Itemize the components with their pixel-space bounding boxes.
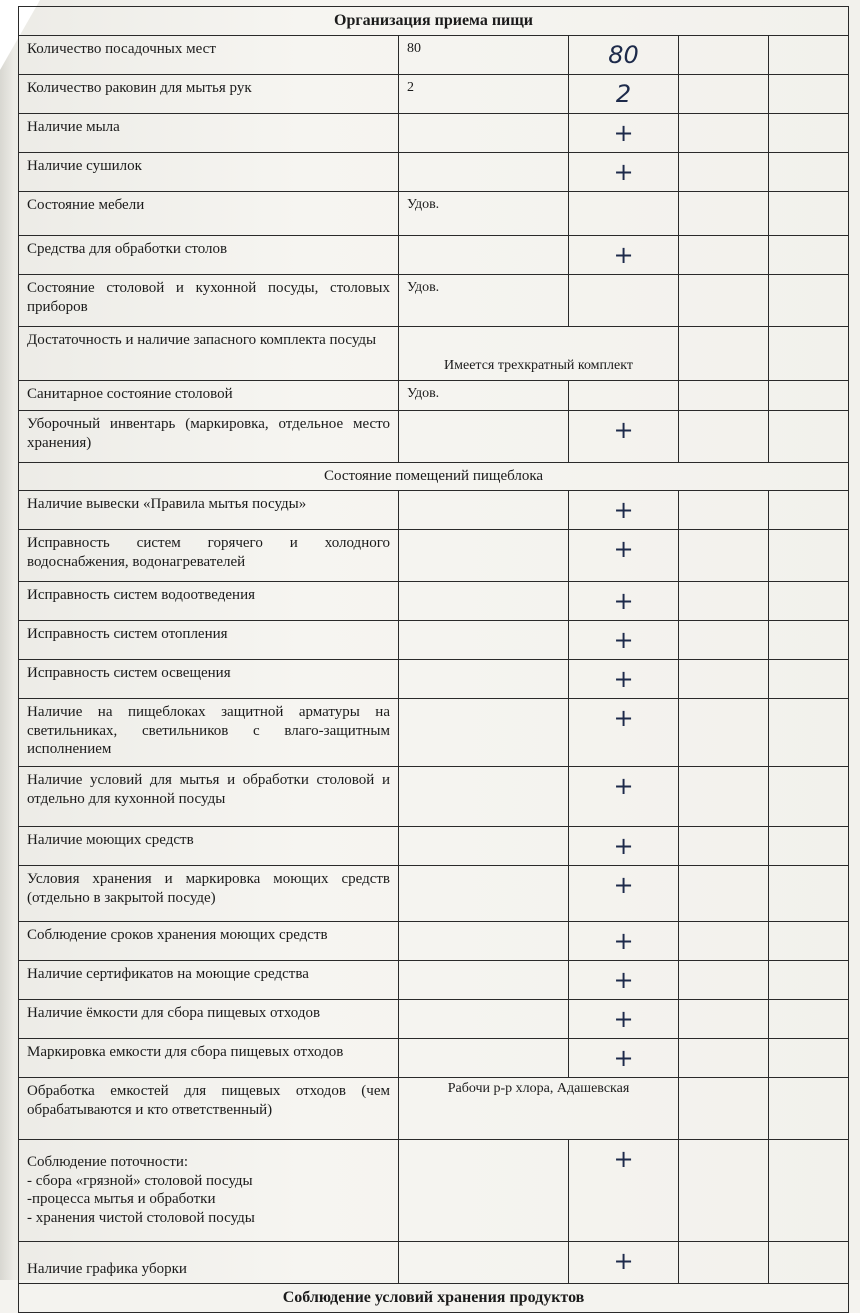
value-cell: Удов. bbox=[399, 381, 569, 411]
value-cell: 80 bbox=[399, 36, 569, 75]
empty-cell bbox=[679, 275, 769, 327]
empty-cell bbox=[769, 1038, 849, 1077]
table-row bbox=[19, 865, 849, 921]
value-cell: Удов. bbox=[399, 275, 569, 327]
handwritten-mark: + bbox=[569, 1038, 679, 1077]
empty-cell bbox=[679, 698, 769, 766]
table-row bbox=[19, 620, 849, 659]
empty-cell bbox=[399, 698, 569, 766]
handwritten-mark: + bbox=[569, 921, 679, 960]
table-row bbox=[19, 698, 849, 766]
question-cell: Исправность систем горячего и холодного водоснабжения, водонагревателей bbox=[19, 529, 399, 581]
empty-cell bbox=[679, 999, 769, 1038]
empty-cell bbox=[769, 275, 849, 327]
empty-cell bbox=[399, 766, 569, 826]
empty-cell bbox=[769, 865, 849, 921]
empty-cell bbox=[679, 826, 769, 865]
empty-cell bbox=[399, 581, 569, 620]
empty-cell bbox=[769, 581, 849, 620]
question-cell: Состояние столовой и кухонной посуды, столовых приборов bbox=[19, 275, 399, 327]
handwritten-mark: + bbox=[569, 581, 679, 620]
question-cell: Наличие моющих средств bbox=[19, 826, 399, 865]
empty-cell bbox=[399, 490, 569, 529]
section-title-kitchen: Состояние помещений пищеблока bbox=[19, 463, 849, 491]
header-row bbox=[19, 7, 849, 36]
question-cell: Уборочный инвентарь (маркировка, отдельное место хранения) bbox=[19, 411, 399, 463]
empty-cell bbox=[679, 865, 769, 921]
empty-cell bbox=[679, 766, 769, 826]
handwritten-mark: + bbox=[569, 698, 679, 766]
handwritten-mark bbox=[569, 192, 679, 236]
empty-cell bbox=[769, 75, 849, 114]
handwritten-mark: + bbox=[569, 236, 679, 275]
empty-cell bbox=[679, 960, 769, 999]
table-row bbox=[19, 192, 849, 236]
table-row bbox=[19, 529, 849, 581]
handwritten-mark: 2 bbox=[569, 75, 679, 114]
question-cell: Наличие на пищеблоках защитной арматуры на светильниках, светильников с влаго-защитным исполнением bbox=[19, 698, 399, 766]
question-cell: Средства для обработки столов bbox=[19, 236, 399, 275]
section-row bbox=[19, 1283, 849, 1312]
empty-cell bbox=[769, 659, 849, 698]
empty-cell bbox=[399, 865, 569, 921]
table-row bbox=[19, 75, 849, 114]
empty-cell bbox=[679, 327, 769, 381]
empty-cell bbox=[769, 114, 849, 153]
empty-cell bbox=[679, 1139, 769, 1241]
handwritten-mark: + bbox=[569, 411, 679, 463]
empty-cell bbox=[769, 766, 849, 826]
value-cell: Удов. bbox=[399, 192, 569, 236]
empty-cell bbox=[769, 381, 849, 411]
empty-cell bbox=[679, 381, 769, 411]
handwritten-mark: + bbox=[569, 865, 679, 921]
empty-cell bbox=[679, 529, 769, 581]
section-title-meal: Организация приема пищи bbox=[19, 7, 849, 36]
empty-cell bbox=[769, 36, 849, 75]
empty-cell bbox=[399, 999, 569, 1038]
handwritten-mark: + bbox=[569, 1139, 679, 1241]
empty-cell bbox=[679, 620, 769, 659]
handwritten-mark: + bbox=[569, 490, 679, 529]
table-row bbox=[19, 581, 849, 620]
handwritten-mark: 80 bbox=[569, 36, 679, 75]
empty-cell bbox=[769, 1139, 849, 1241]
handwritten-mark: + bbox=[569, 766, 679, 826]
handwritten-mark: + bbox=[569, 1241, 679, 1283]
table-row bbox=[19, 153, 849, 192]
table-row bbox=[19, 999, 849, 1038]
value-cell bbox=[399, 153, 569, 192]
empty-cell bbox=[679, 236, 769, 275]
handwritten-mark: + bbox=[569, 620, 679, 659]
question-cell: Наличие сушилок bbox=[19, 153, 399, 192]
empty-cell bbox=[679, 581, 769, 620]
section-row bbox=[19, 463, 849, 491]
section-title-storage: Соблюдение условий хранения продуктов bbox=[19, 1283, 849, 1312]
table-row bbox=[19, 36, 849, 75]
handwritten-mark: + bbox=[569, 999, 679, 1038]
empty-cell bbox=[679, 490, 769, 529]
empty-cell bbox=[769, 698, 849, 766]
value-cell bbox=[399, 411, 569, 463]
table-row bbox=[19, 766, 849, 826]
empty-cell bbox=[679, 1241, 769, 1283]
value-cell: Имеется трехкратный комплект bbox=[399, 327, 679, 381]
empty-cell bbox=[399, 1038, 569, 1077]
empty-cell bbox=[769, 192, 849, 236]
question-cell: Достаточность и наличие запасного комплекта посуды bbox=[19, 327, 399, 381]
empty-cell bbox=[679, 659, 769, 698]
empty-cell bbox=[679, 411, 769, 463]
empty-cell bbox=[679, 153, 769, 192]
question-cell: Количество раковин для мытья рук bbox=[19, 75, 399, 114]
question-cell: Наличие условий для мытья и обработки столовой и отдельно для кухонной посуды bbox=[19, 766, 399, 826]
table-row bbox=[19, 921, 849, 960]
question-cell: Исправность систем отопления bbox=[19, 620, 399, 659]
question-cell: Санитарное состояние столовой bbox=[19, 381, 399, 411]
question-cell: Соблюдение сроков хранения моющих средств bbox=[19, 921, 399, 960]
question-cell: Маркировка емкости для сбора пищевых отходов bbox=[19, 1038, 399, 1077]
empty-cell bbox=[769, 826, 849, 865]
question-cell: Наличие графика уборки bbox=[19, 1241, 399, 1283]
empty-cell bbox=[769, 999, 849, 1038]
empty-cell bbox=[769, 1241, 849, 1283]
empty-cell bbox=[769, 327, 849, 381]
table-row bbox=[19, 236, 849, 275]
empty-cell bbox=[769, 490, 849, 529]
empty-cell bbox=[769, 921, 849, 960]
empty-cell bbox=[769, 236, 849, 275]
handwritten-mark bbox=[569, 275, 679, 327]
handwritten-mark bbox=[569, 381, 679, 411]
value-cell: Рабочи р-р хлора, Адашевская bbox=[399, 1077, 679, 1139]
empty-cell bbox=[769, 153, 849, 192]
question-cell: Исправность систем водоотведения bbox=[19, 581, 399, 620]
value-cell: 2 bbox=[399, 75, 569, 114]
table-row bbox=[19, 960, 849, 999]
table-row bbox=[19, 1038, 849, 1077]
handwritten-mark: + bbox=[569, 153, 679, 192]
question-cell: Условия хранения и маркировка моющих средств (отдельно в закрытой посуде) bbox=[19, 865, 399, 921]
handwritten-mark: + bbox=[569, 659, 679, 698]
empty-cell bbox=[399, 620, 569, 659]
table-row bbox=[19, 490, 849, 529]
question-cell: Наличие вывески «Правила мытья посуды» bbox=[19, 490, 399, 529]
question-cell: Наличие сертификатов на моющие средства bbox=[19, 960, 399, 999]
table-row bbox=[19, 275, 849, 327]
handwritten-mark: + bbox=[569, 114, 679, 153]
table-row bbox=[19, 826, 849, 865]
empty-cell bbox=[679, 1038, 769, 1077]
page-edge-shadow bbox=[0, 0, 14, 1280]
empty-cell bbox=[769, 620, 849, 659]
table-row bbox=[19, 659, 849, 698]
empty-cell bbox=[679, 75, 769, 114]
empty-cell bbox=[769, 960, 849, 999]
table-row bbox=[19, 114, 849, 153]
question-cell: Обработка емкостей для пищевых отходов (чем обрабатываются и кто ответственный) bbox=[19, 1077, 399, 1139]
empty-cell bbox=[679, 921, 769, 960]
table-row bbox=[19, 1077, 849, 1139]
table-row bbox=[19, 1241, 849, 1283]
empty-cell bbox=[769, 411, 849, 463]
question-cell: Наличие ёмкости для сбора пищевых отходов bbox=[19, 999, 399, 1038]
empty-cell bbox=[399, 659, 569, 698]
empty-cell bbox=[769, 1077, 849, 1139]
value-cell bbox=[399, 236, 569, 275]
question-cell: Исправность систем освещения bbox=[19, 659, 399, 698]
handwritten-mark: + bbox=[569, 826, 679, 865]
empty-cell bbox=[399, 1241, 569, 1283]
empty-cell bbox=[679, 114, 769, 153]
empty-cell bbox=[399, 826, 569, 865]
empty-cell bbox=[399, 921, 569, 960]
handwritten-mark: + bbox=[569, 529, 679, 581]
question-cell: Количество посадочных мест bbox=[19, 36, 399, 75]
question-cell: Состояние мебели bbox=[19, 192, 399, 236]
question-cell: Соблюдение поточности: - сбора «грязной» столовой посуды -процесса мытья и обработки - хранения чистой столовой посуды bbox=[19, 1139, 399, 1241]
handwritten-mark: + bbox=[569, 960, 679, 999]
table-row bbox=[19, 1139, 849, 1241]
value-cell bbox=[399, 114, 569, 153]
empty-cell bbox=[679, 1077, 769, 1139]
table-row bbox=[19, 381, 849, 411]
question-cell: Наличие мыла bbox=[19, 114, 399, 153]
inspection-table bbox=[18, 6, 849, 1313]
empty-cell bbox=[399, 1139, 569, 1241]
table-row bbox=[19, 327, 849, 381]
table-row bbox=[19, 411, 849, 463]
empty-cell bbox=[399, 529, 569, 581]
empty-cell bbox=[769, 529, 849, 581]
empty-cell bbox=[679, 192, 769, 236]
empty-cell bbox=[399, 960, 569, 999]
empty-cell bbox=[679, 36, 769, 75]
